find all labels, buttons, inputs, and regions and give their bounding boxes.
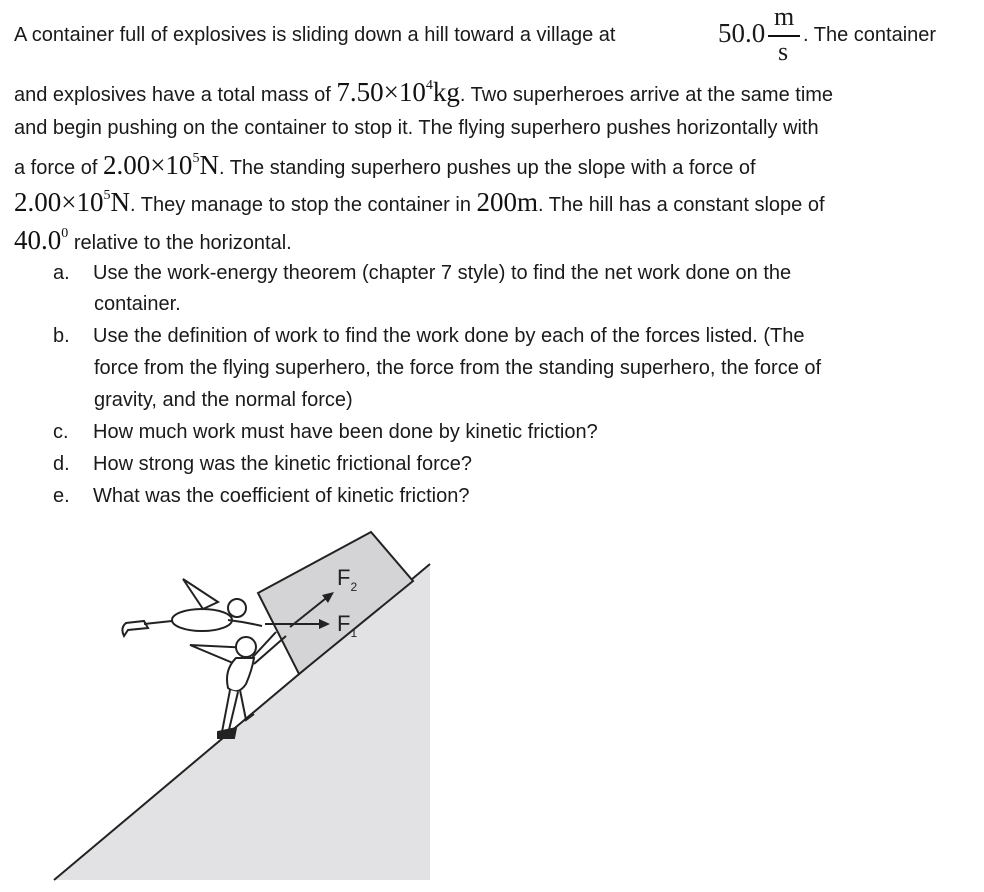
distance-value: 200m [476, 187, 539, 217]
speed-unit-denominator: s [778, 37, 789, 66]
hero-head [228, 599, 246, 617]
question-text: What was the coefficient of kinetic friction? [93, 485, 470, 507]
hero2-leg [240, 690, 254, 720]
question-label: d. [53, 453, 70, 475]
problem-text: . Two superheroes arrive at the same time [459, 84, 834, 106]
force1-value: $2.00\times 10^5N$ [102, 150, 219, 180]
problem-text: . The container [803, 24, 937, 46]
question-label: c. [53, 421, 69, 443]
speed-value: 50.0 [718, 18, 766, 48]
question-text: How strong was the kinetic frictional force? [93, 453, 473, 475]
angle-value: 40.0$^0$ [14, 225, 69, 255]
mass-value: $7.50\times 10^4kg$ [336, 77, 460, 107]
question-b [53, 322, 805, 350]
question-b-cont: force from the flying superhero, the force from the standing superhero, the force of [94, 357, 822, 379]
hero2-head [236, 637, 256, 657]
question-label: b. [53, 325, 70, 347]
problem-line-1 [14, 21, 615, 49]
question-b-cont: gravity, and the normal force) [94, 389, 353, 411]
hero-arm [228, 620, 262, 626]
problem-text: A container full of explosives is sliding down a hill toward a village at [14, 24, 616, 46]
problem-line-4 [14, 151, 756, 182]
problem-text: and explosives have a total mass of [14, 84, 331, 106]
problem-text: . The hill has a constant slope of [538, 194, 825, 216]
problem-line-5 [14, 188, 825, 219]
problem-text: . They manage to stop the container in [129, 194, 471, 216]
f2-label: $F_2$ [337, 565, 358, 594]
problem-text: relative to the horizontal. [73, 232, 292, 254]
problem-line-6 [14, 226, 292, 257]
hero2-torso [227, 658, 254, 691]
problem-text: . The standing superhero pushes up the slope with a force of [218, 157, 756, 179]
question-label: e. [53, 485, 70, 507]
f1-label: $F_1$ [337, 611, 358, 640]
hero-cape [183, 579, 218, 609]
problem-line-2 [14, 78, 833, 109]
question-e [53, 482, 469, 510]
question-a-cont: container. [94, 293, 181, 315]
question-label: a. [53, 262, 70, 284]
flying-superhero [122, 579, 262, 636]
force2-value: $2.00\times 10^5N$ [14, 187, 130, 217]
question-d [53, 450, 472, 478]
slope-figure [40, 520, 440, 885]
speed-unit-numerator: m [774, 2, 795, 31]
question-text: Use the definition of work to find the work done by each of the forces listed. (The [93, 325, 805, 347]
problem-text: a force of [14, 157, 98, 179]
hero2-foot [218, 728, 236, 738]
question-a [53, 259, 791, 287]
hero-body [172, 609, 232, 631]
question-text: Use the work-energy theorem (chapter 7 style) to find the net work done on the [93, 262, 792, 284]
question-text: How much work must have been done by kinetic friction? [93, 421, 598, 443]
question-c [53, 418, 598, 446]
problem-line-3: and begin pushing on the container to stop it. The flying superhero pushes horizontally with [14, 117, 819, 139]
